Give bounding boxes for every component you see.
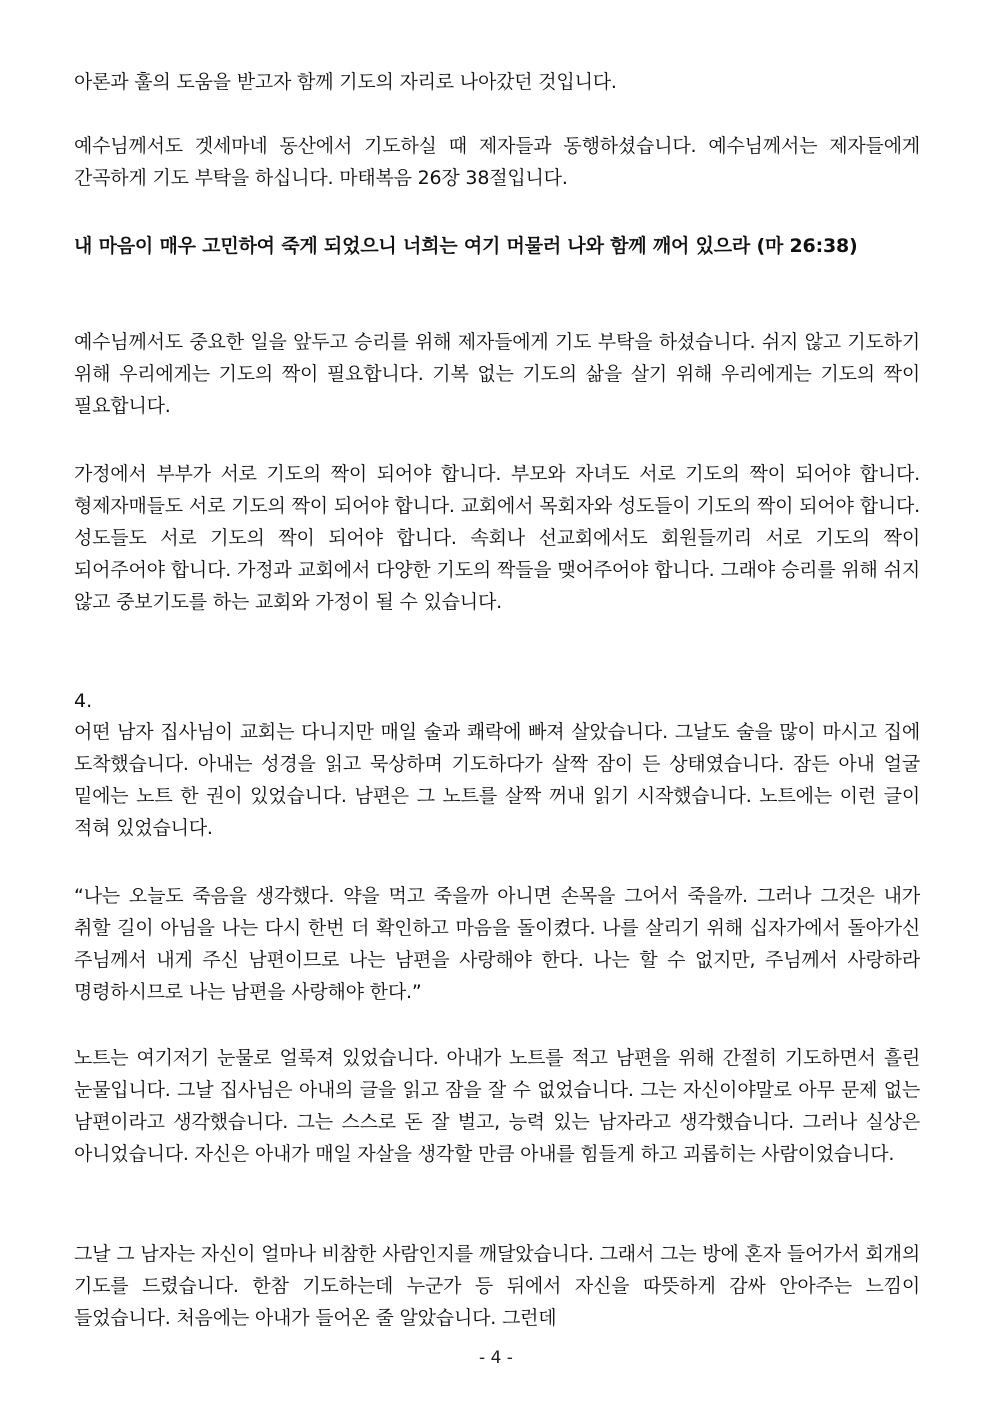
- bible-verse-matthew-26-38: 내 마음이 매우 고민하여 죽게 되었으니 너희는 여기 머물러 나와 함께 깨어 있으라 (마 26:38): [74, 235, 858, 257]
- paragraph-tear-stained-note: 노트는 여기저기 눈물로 얼룩져 있었습니다. 아내가 노트를 적고 남편을 위해 간절히 기도하면서 흘린 눈물입니다. 그날 집사님은 아내의 글을 읽고 잠을 잘 수 없었습니다. 그는 자신이야말로 아무 문제 없는 남편이라고 생각했습니다. 그는 스스로 돈 잘 벌고, 능력 있는 남자라고 생각했습니다. 그러나 실상은 아니었습니다. 자신은 아내가 매일 자살을 생각할 만큼 아내를 힘들게 하고 괴롭히는 사람이었습니다.: [74, 1047, 920, 1165]
- section-number: 4.: [74, 690, 93, 712]
- paragraph-family-church-partners: 가정에서 부부가 서로 기도의 짝이 되어야 합니다. 부모와 자녀도 서로 기도의 짝이 되어야 합니다. 형제자매들도 서로 기도의 짝이 되어야 합니다. 교회에서 목회자와 성도들이 기도의 짝이 되어야 합니다. 성도들도 서로 기도의 짝이 되어야 합니다. 속회나 선교회에서도 회원들끼리 서로 기도의 짝이 되어주어야 합니다. 가정과 교회에서 다양한 기도의 짝들을 맺어주어야 합니다. 그래야 승리를 위해 쉬지 않고 중보기도를 하는 교회와 가정이 될 수 있습니다.: [74, 463, 920, 613]
- paragraph-wife-note-quote: “나는 오늘도 죽음을 생각했다. 약을 먹고 죽을까 아니면 손목을 그어서 죽을까. 그러나 그것은 내가 취할 길이 아님을 나는 다시 한번 더 확인하고 마음을 돌이켰다. 나를 살리기 위해 십자가에서 돌아가신 주님께서 내게 주신 남편이므로 나는 남편을 사랑해야 한다. 나는 할 수 없지만, 주님께서 사랑하라 명령하시므로 나는 남편을 사랑해야 한다.”: [74, 885, 920, 1003]
- document-page: [74, 0, 920, 1403]
- paragraph-deacon-story: 어떤 남자 집사님이 교회는 다니지만 매일 술과 쾌락에 빠져 살았습니다. 그날도 술을 많이 마시고 집에 도착했습니다. 아내는 성경을 읽고 묵상하며 기도하다가 살짝 잠이 든 상태였습니다. 잠든 아내 얼굴 밑에는 노트 한 권이 있었습니다. 남편은 그 노트를 살짝 꺼내 읽기 시작했습니다. 노트에는 이런 글이 적혀 있었습니다.: [74, 721, 920, 839]
- paragraph-repentance: 그날 그 남자는 자신이 얼마나 비참한 사람인지를 깨달았습니다. 그래서 그는 방에 혼자 들어가서 회개의 기도를 드렸습니다. 한참 기도하는데 누군가 등 뒤에서 자신을 따뜻하게 감싸 안아주는 느낌이 들었습니다. 처음에는 아내가 들어온 줄 알았습니다. 그런데: [74, 1243, 920, 1329]
- paragraph-gethsemane: 예수님께서도 겟세마네 동산에서 기도하실 때 제자들과 동행하셨습니다. 예수님께서는 제자들에게 간곡하게 기도 부탁을 하십니다. 마태복음 26장 38절입니다.: [74, 135, 920, 189]
- paragraph-aaron-hur: 아론과 훌의 도움을 받고자 함께 기도의 자리로 나아갔던 것입니다.: [74, 71, 617, 93]
- paragraph-prayer-partner-need: 예수님께서도 중요한 일을 앞두고 승리를 위해 제자들에게 기도 부탁을 하셨습니다. 쉬지 않고 기도하기 위해 우리에게는 기도의 짝이 필요합니다. 기복 없는 기도의 삶을 살기 위해 우리에게는 기도의 짝이 필요합니다.: [74, 331, 920, 417]
- page-number: - 4 -: [479, 1348, 513, 1368]
